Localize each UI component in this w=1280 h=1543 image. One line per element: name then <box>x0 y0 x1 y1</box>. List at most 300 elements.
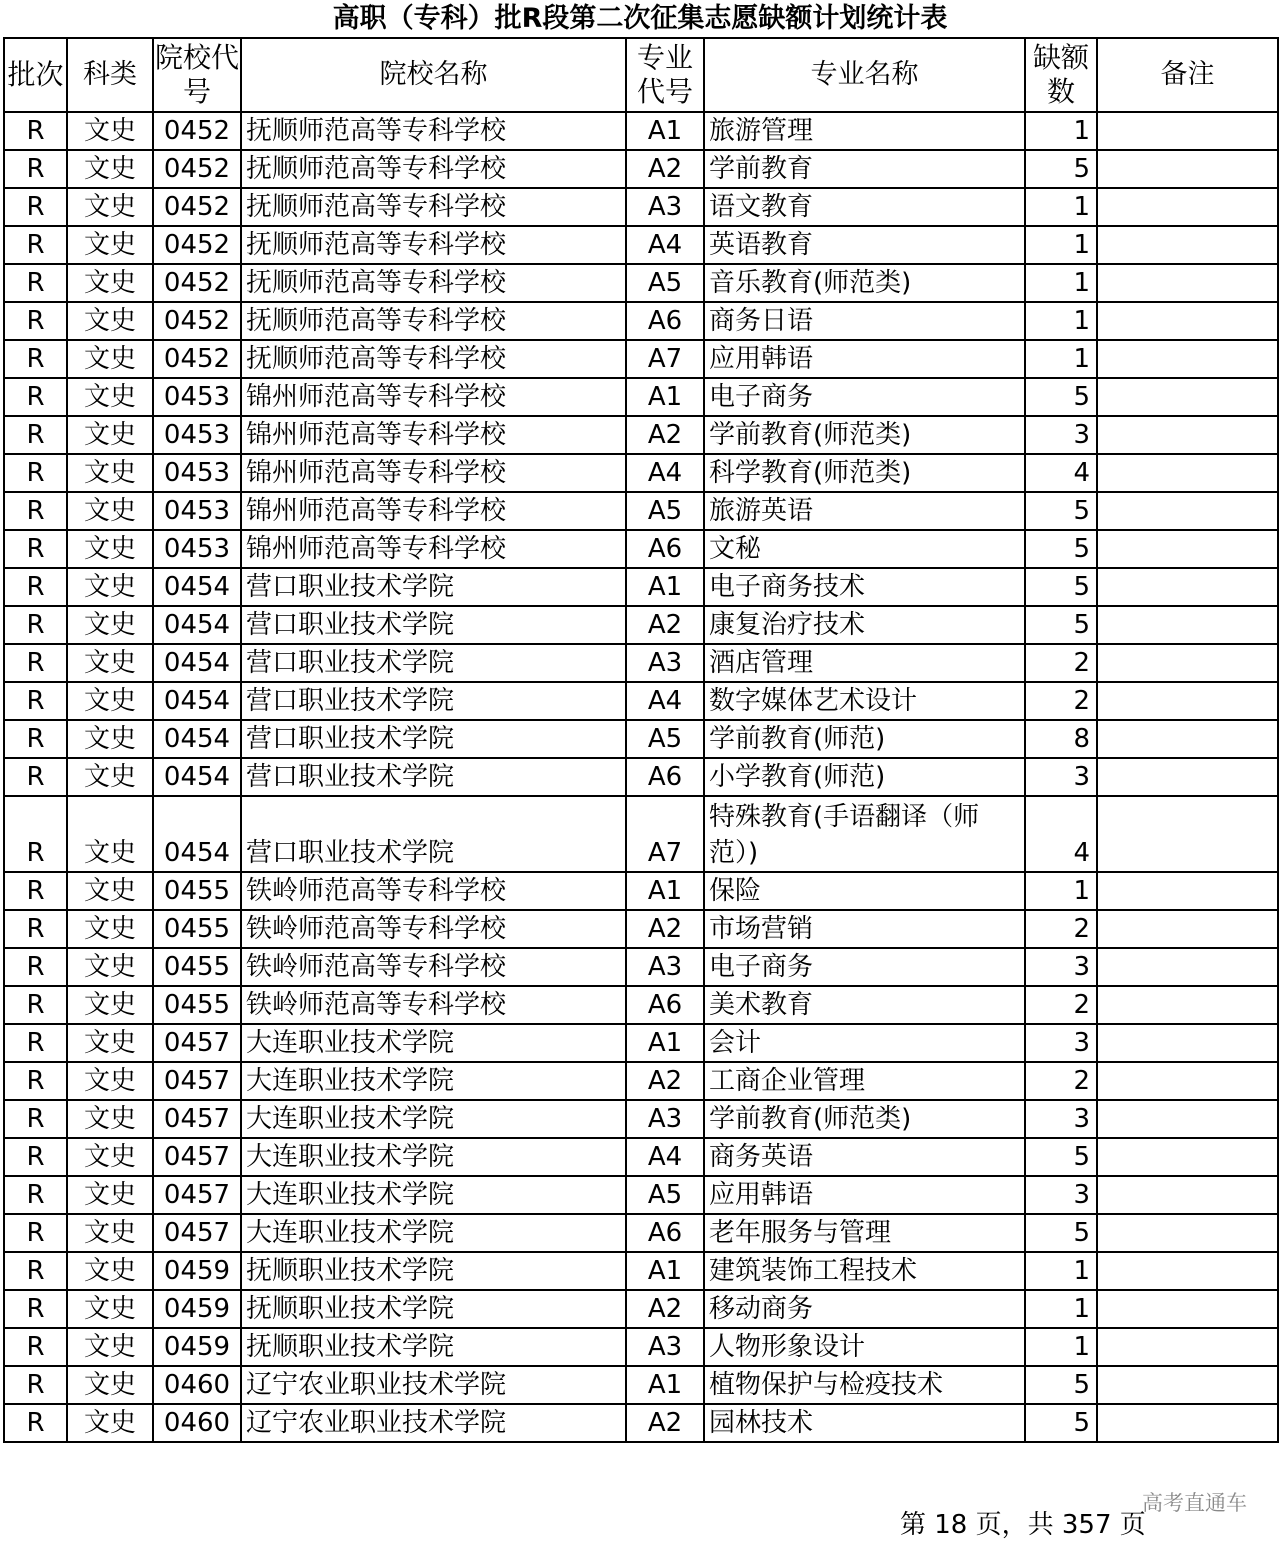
header-remark: 备注 <box>1097 38 1278 112</box>
table-row <box>4 986 1278 1024</box>
cell-major-name: 学前教育(师范类) <box>704 416 1025 454</box>
cell-remark <box>1097 188 1278 226</box>
header-batch: 批次 <box>4 38 67 112</box>
cell-remark <box>1097 416 1278 454</box>
cell-major-name: 学前教育(师范类) <box>704 1100 1025 1138</box>
cell-school-name: 抚顺师范高等专科学校 <box>241 302 626 340</box>
table-body <box>4 112 1278 1442</box>
cell-remark <box>1097 720 1278 758</box>
cell-vacancy: 1 <box>1025 188 1097 226</box>
table-row <box>4 606 1278 644</box>
cell-major-code: A2 <box>626 1290 704 1328</box>
cell-category: 文史 <box>67 530 153 568</box>
table-row <box>4 872 1278 910</box>
cell-school-name: 营口职业技术学院 <box>241 682 626 720</box>
header-school-code: 院校代号 <box>153 38 241 112</box>
cell-major-code: A3 <box>626 1100 704 1138</box>
cell-remark <box>1097 1214 1278 1252</box>
cell-vacancy: 5 <box>1025 492 1097 530</box>
page-number: 第 18 页，共 357 页 <box>900 1510 1146 1540</box>
cell-category: 文史 <box>67 720 153 758</box>
cell-major-code: A5 <box>626 492 704 530</box>
cell-major-name: 老年服务与管理 <box>704 1214 1025 1252</box>
cell-remark <box>1097 758 1278 796</box>
cell-vacancy: 3 <box>1025 948 1097 986</box>
table-row <box>4 492 1278 530</box>
cell-vacancy: 1 <box>1025 302 1097 340</box>
cell-remark <box>1097 568 1278 606</box>
cell-batch: R <box>4 226 67 264</box>
table-row <box>4 302 1278 340</box>
cell-vacancy: 4 <box>1025 796 1097 872</box>
cell-school-name: 营口职业技术学院 <box>241 606 626 644</box>
cell-category: 文史 <box>67 1366 153 1404</box>
cell-major-code: A1 <box>626 568 704 606</box>
cell-remark <box>1097 682 1278 720</box>
cell-vacancy: 2 <box>1025 1062 1097 1100</box>
cell-batch: R <box>4 150 67 188</box>
cell-major-code: A5 <box>626 264 704 302</box>
cell-category: 文史 <box>67 1252 153 1290</box>
cell-batch: R <box>4 112 67 150</box>
cell-major-name: 英语教育 <box>704 226 1025 264</box>
cell-category: 文史 <box>67 1404 153 1442</box>
cell-school-name: 铁岭师范高等专科学校 <box>241 948 626 986</box>
cell-vacancy: 3 <box>1025 758 1097 796</box>
cell-major-code: A2 <box>626 606 704 644</box>
cell-major-code: A3 <box>626 188 704 226</box>
cell-school-code: 0454 <box>153 568 241 606</box>
cell-school-name: 大连职业技术学院 <box>241 1062 626 1100</box>
cell-remark <box>1097 1290 1278 1328</box>
table-row <box>4 264 1278 302</box>
table-row <box>4 1328 1278 1366</box>
cell-major-code: A6 <box>626 530 704 568</box>
table-row <box>4 720 1278 758</box>
cell-school-code: 0453 <box>153 416 241 454</box>
cell-major-name: 园林技术 <box>704 1404 1025 1442</box>
cell-major-code: A2 <box>626 1404 704 1442</box>
header-school-name: 院校名称 <box>241 38 626 112</box>
table-row <box>4 150 1278 188</box>
cell-vacancy: 5 <box>1025 150 1097 188</box>
cell-major-name: 特殊教育(手语翻译（师范）) <box>704 796 1025 872</box>
cell-batch: R <box>4 1100 67 1138</box>
cell-remark <box>1097 1024 1278 1062</box>
cell-remark <box>1097 264 1278 302</box>
table-row <box>4 644 1278 682</box>
cell-batch: R <box>4 1252 67 1290</box>
cell-major-name: 移动商务 <box>704 1290 1025 1328</box>
cell-vacancy: 2 <box>1025 910 1097 948</box>
cell-major-name: 文秘 <box>704 530 1025 568</box>
cell-vacancy: 5 <box>1025 530 1097 568</box>
cell-batch: R <box>4 1404 67 1442</box>
cell-batch: R <box>4 948 67 986</box>
cell-major-name: 旅游英语 <box>704 492 1025 530</box>
cell-remark <box>1097 1176 1278 1214</box>
cell-batch: R <box>4 1214 67 1252</box>
cell-school-name: 营口职业技术学院 <box>241 720 626 758</box>
table-row <box>4 682 1278 720</box>
cell-major-name: 电子商务 <box>704 378 1025 416</box>
cell-major-name: 数字媒体艺术设计 <box>704 682 1025 720</box>
cell-major-name: 电子商务技术 <box>704 568 1025 606</box>
table-row <box>4 1290 1278 1328</box>
cell-vacancy: 8 <box>1025 720 1097 758</box>
cell-school-name: 抚顺师范高等专科学校 <box>241 188 626 226</box>
cell-school-code: 0454 <box>153 758 241 796</box>
cell-batch: R <box>4 1024 67 1062</box>
cell-school-code: 0457 <box>153 1214 241 1252</box>
cell-batch: R <box>4 1328 67 1366</box>
cell-vacancy: 3 <box>1025 1100 1097 1138</box>
cell-major-name: 美术教育 <box>704 986 1025 1024</box>
cell-remark <box>1097 948 1278 986</box>
cell-school-name: 抚顺师范高等专科学校 <box>241 112 626 150</box>
cell-vacancy: 5 <box>1025 1366 1097 1404</box>
cell-vacancy: 3 <box>1025 1176 1097 1214</box>
cell-school-code: 0454 <box>153 606 241 644</box>
table-row <box>4 1252 1278 1290</box>
cell-school-code: 0454 <box>153 644 241 682</box>
cell-remark <box>1097 378 1278 416</box>
cell-major-name: 学前教育(师范) <box>704 720 1025 758</box>
cell-batch: R <box>4 758 67 796</box>
cell-major-name: 旅游管理 <box>704 112 1025 150</box>
cell-vacancy: 3 <box>1025 1024 1097 1062</box>
cell-remark <box>1097 302 1278 340</box>
cell-vacancy: 5 <box>1025 1138 1097 1176</box>
cell-major-code: A6 <box>626 1214 704 1252</box>
cell-batch: R <box>4 986 67 1024</box>
cell-major-code: A6 <box>626 986 704 1024</box>
cell-major-code: A4 <box>626 226 704 264</box>
cell-remark <box>1097 1062 1278 1100</box>
cell-vacancy: 1 <box>1025 264 1097 302</box>
cell-category: 文史 <box>67 416 153 454</box>
cell-major-code: A2 <box>626 1062 704 1100</box>
cell-batch: R <box>4 416 67 454</box>
page-title: 高职（专科）批R段第二次征集志愿缺额计划统计表 <box>332 3 948 34</box>
cell-category: 文史 <box>67 796 153 872</box>
cell-school-code: 0452 <box>153 226 241 264</box>
cell-batch: R <box>4 1062 67 1100</box>
table-row <box>4 758 1278 796</box>
cell-batch: R <box>4 644 67 682</box>
cell-school-name: 抚顺师范高等专科学校 <box>241 264 626 302</box>
cell-major-code: A6 <box>626 302 704 340</box>
table-row <box>4 340 1278 378</box>
cell-remark <box>1097 340 1278 378</box>
header-vacancy: 缺额数 <box>1025 38 1097 112</box>
cell-remark <box>1097 1252 1278 1290</box>
cell-vacancy: 1 <box>1025 340 1097 378</box>
cell-school-code: 0457 <box>153 1024 241 1062</box>
cell-major-code: A7 <box>626 340 704 378</box>
watermark: 高考直通车 <box>1142 1491 1247 1515</box>
cell-school-code: 0459 <box>153 1252 241 1290</box>
cell-school-name: 锦州师范高等专科学校 <box>241 492 626 530</box>
cell-school-name: 大连职业技术学院 <box>241 1176 626 1214</box>
cell-major-name: 人物形象设计 <box>704 1328 1025 1366</box>
cell-school-code: 0460 <box>153 1366 241 1404</box>
cell-school-code: 0452 <box>153 112 241 150</box>
table-row <box>4 796 1278 872</box>
cell-vacancy: 1 <box>1025 1290 1097 1328</box>
cell-major-name: 酒店管理 <box>704 644 1025 682</box>
cell-school-name: 营口职业技术学院 <box>241 758 626 796</box>
cell-batch: R <box>4 568 67 606</box>
cell-vacancy: 5 <box>1025 1214 1097 1252</box>
cell-school-name: 辽宁农业职业技术学院 <box>241 1404 626 1442</box>
cell-vacancy: 2 <box>1025 682 1097 720</box>
table-row <box>4 454 1278 492</box>
cell-major-name: 植物保护与检疫技术 <box>704 1366 1025 1404</box>
cell-school-code: 0453 <box>153 530 241 568</box>
cell-major-code: A1 <box>626 112 704 150</box>
cell-vacancy: 1 <box>1025 226 1097 264</box>
cell-school-code: 0457 <box>153 1176 241 1214</box>
cell-remark <box>1097 492 1278 530</box>
table-row <box>4 1366 1278 1404</box>
cell-category: 文史 <box>67 226 153 264</box>
cell-school-name: 锦州师范高等专科学校 <box>241 416 626 454</box>
cell-major-code: A4 <box>626 1138 704 1176</box>
cell-batch: R <box>4 492 67 530</box>
cell-school-name: 营口职业技术学院 <box>241 796 626 872</box>
cell-major-name: 建筑装饰工程技术 <box>704 1252 1025 1290</box>
cell-major-code: A1 <box>626 378 704 416</box>
cell-category: 文史 <box>67 340 153 378</box>
cell-vacancy: 2 <box>1025 644 1097 682</box>
cell-school-name: 抚顺师范高等专科学校 <box>241 340 626 378</box>
cell-category: 文史 <box>67 606 153 644</box>
header-major-code: 专业代号 <box>626 38 704 112</box>
cell-category: 文史 <box>67 1328 153 1366</box>
cell-category: 文史 <box>67 1024 153 1062</box>
cell-remark <box>1097 910 1278 948</box>
cell-school-code: 0455 <box>153 986 241 1024</box>
cell-school-code: 0453 <box>153 378 241 416</box>
cell-category: 文史 <box>67 112 153 150</box>
cell-remark <box>1097 644 1278 682</box>
cell-major-code: A3 <box>626 1328 704 1366</box>
cell-school-code: 0457 <box>153 1062 241 1100</box>
cell-batch: R <box>4 530 67 568</box>
cell-batch: R <box>4 682 67 720</box>
cell-category: 文史 <box>67 682 153 720</box>
cell-category: 文史 <box>67 1290 153 1328</box>
cell-major-code: A2 <box>626 910 704 948</box>
cell-school-name: 大连职业技术学院 <box>241 1214 626 1252</box>
cell-category: 文史 <box>67 568 153 606</box>
cell-category: 文史 <box>67 986 153 1024</box>
cell-batch: R <box>4 454 67 492</box>
cell-major-name: 科学教育(师范类) <box>704 454 1025 492</box>
cell-school-name: 铁岭师范高等专科学校 <box>241 986 626 1024</box>
cell-category: 文史 <box>67 188 153 226</box>
cell-category: 文史 <box>67 644 153 682</box>
cell-major-name: 市场营销 <box>704 910 1025 948</box>
cell-major-code: A6 <box>626 758 704 796</box>
cell-category: 文史 <box>67 1062 153 1100</box>
cell-remark <box>1097 150 1278 188</box>
cell-category: 文史 <box>67 872 153 910</box>
cell-remark <box>1097 796 1278 872</box>
cell-remark <box>1097 606 1278 644</box>
cell-major-code: A3 <box>626 948 704 986</box>
cell-school-name: 抚顺职业技术学院 <box>241 1290 626 1328</box>
cell-batch: R <box>4 720 67 758</box>
cell-category: 文史 <box>67 150 153 188</box>
table-row <box>4 1062 1278 1100</box>
table-row <box>4 530 1278 568</box>
cell-batch: R <box>4 796 67 872</box>
cell-major-name: 应用韩语 <box>704 1176 1025 1214</box>
cell-school-code: 0453 <box>153 454 241 492</box>
table-row <box>4 910 1278 948</box>
cell-major-name: 语文教育 <box>704 188 1025 226</box>
table-row <box>4 378 1278 416</box>
cell-major-code: A1 <box>626 872 704 910</box>
cell-major-code: A2 <box>626 416 704 454</box>
table-row <box>4 1024 1278 1062</box>
cell-school-code: 0452 <box>153 150 241 188</box>
cell-school-code: 0452 <box>153 302 241 340</box>
cell-school-code: 0459 <box>153 1290 241 1328</box>
cell-category: 文史 <box>67 1176 153 1214</box>
table-row <box>4 1214 1278 1252</box>
cell-remark <box>1097 1366 1278 1404</box>
cell-batch: R <box>4 1138 67 1176</box>
cell-major-code: A1 <box>626 1024 704 1062</box>
table-row <box>4 568 1278 606</box>
cell-category: 文史 <box>67 1214 153 1252</box>
cell-major-name: 商务日语 <box>704 302 1025 340</box>
cell-school-name: 抚顺师范高等专科学校 <box>241 226 626 264</box>
header-category: 科类 <box>67 38 153 112</box>
cell-school-code: 0457 <box>153 1138 241 1176</box>
cell-remark <box>1097 112 1278 150</box>
cell-category: 文史 <box>67 378 153 416</box>
cell-batch: R <box>4 1176 67 1214</box>
cell-batch: R <box>4 302 67 340</box>
cell-vacancy: 1 <box>1025 872 1097 910</box>
cell-major-name: 学前教育 <box>704 150 1025 188</box>
cell-school-code: 0454 <box>153 796 241 872</box>
cell-vacancy: 1 <box>1025 112 1097 150</box>
cell-batch: R <box>4 1366 67 1404</box>
cell-major-code: A4 <box>626 682 704 720</box>
cell-school-name: 辽宁农业职业技术学院 <box>241 1366 626 1404</box>
cell-school-code: 0454 <box>153 720 241 758</box>
cell-school-code: 0452 <box>153 340 241 378</box>
cell-category: 文史 <box>67 264 153 302</box>
table-row <box>4 1404 1278 1442</box>
cell-school-name: 抚顺师范高等专科学校 <box>241 150 626 188</box>
cell-batch: R <box>4 872 67 910</box>
table-row <box>4 112 1278 150</box>
cell-school-code: 0460 <box>153 1404 241 1442</box>
cell-school-name: 大连职业技术学院 <box>241 1138 626 1176</box>
cell-school-name: 铁岭师范高等专科学校 <box>241 872 626 910</box>
cell-major-code: A5 <box>626 1176 704 1214</box>
cell-batch: R <box>4 378 67 416</box>
cell-school-code: 0455 <box>153 910 241 948</box>
cell-school-code: 0457 <box>153 1100 241 1138</box>
cell-major-code: A1 <box>626 1252 704 1290</box>
cell-category: 文史 <box>67 302 153 340</box>
table-header-row <box>4 38 1278 112</box>
cell-batch: R <box>4 910 67 948</box>
cell-remark <box>1097 1404 1278 1442</box>
cell-school-name: 锦州师范高等专科学校 <box>241 378 626 416</box>
cell-vacancy: 2 <box>1025 986 1097 1024</box>
cell-category: 文史 <box>67 492 153 530</box>
cell-category: 文史 <box>67 1138 153 1176</box>
cell-remark <box>1097 530 1278 568</box>
cell-major-code: A3 <box>626 644 704 682</box>
cell-category: 文史 <box>67 454 153 492</box>
vacancy-table <box>3 37 1279 1443</box>
cell-category: 文史 <box>67 948 153 986</box>
cell-category: 文史 <box>67 1100 153 1138</box>
cell-batch: R <box>4 188 67 226</box>
cell-vacancy: 5 <box>1025 568 1097 606</box>
cell-remark <box>1097 1100 1278 1138</box>
cell-remark <box>1097 872 1278 910</box>
cell-school-code: 0452 <box>153 188 241 226</box>
table-row <box>4 226 1278 264</box>
cell-major-name: 保险 <box>704 872 1025 910</box>
table-row <box>4 1100 1278 1138</box>
cell-school-code: 0453 <box>153 492 241 530</box>
cell-school-code: 0459 <box>153 1328 241 1366</box>
table-row <box>4 1138 1278 1176</box>
cell-batch: R <box>4 606 67 644</box>
cell-school-name: 大连职业技术学院 <box>241 1100 626 1138</box>
cell-major-code: A5 <box>626 720 704 758</box>
cell-category: 文史 <box>67 910 153 948</box>
cell-vacancy: 5 <box>1025 606 1097 644</box>
cell-school-name: 大连职业技术学院 <box>241 1024 626 1062</box>
cell-school-code: 0452 <box>153 264 241 302</box>
cell-major-name: 小学教育(师范) <box>704 758 1025 796</box>
cell-major-name: 康复治疗技术 <box>704 606 1025 644</box>
cell-remark <box>1097 986 1278 1024</box>
cell-vacancy: 4 <box>1025 454 1097 492</box>
cell-remark <box>1097 1138 1278 1176</box>
cell-school-name: 锦州师范高等专科学校 <box>241 530 626 568</box>
cell-category: 文史 <box>67 758 153 796</box>
cell-major-name: 工商企业管理 <box>704 1062 1025 1100</box>
table-row <box>4 416 1278 454</box>
cell-vacancy: 3 <box>1025 416 1097 454</box>
cell-school-code: 0454 <box>153 682 241 720</box>
cell-remark <box>1097 226 1278 264</box>
cell-vacancy: 5 <box>1025 378 1097 416</box>
cell-batch: R <box>4 264 67 302</box>
cell-major-name: 会计 <box>704 1024 1025 1062</box>
cell-school-code: 0455 <box>153 872 241 910</box>
cell-school-name: 营口职业技术学院 <box>241 568 626 606</box>
cell-major-name: 音乐教育(师范类) <box>704 264 1025 302</box>
cell-major-code: A4 <box>626 454 704 492</box>
cell-major-code: A1 <box>626 1366 704 1404</box>
cell-school-code: 0455 <box>153 948 241 986</box>
table-row <box>4 1176 1278 1214</box>
